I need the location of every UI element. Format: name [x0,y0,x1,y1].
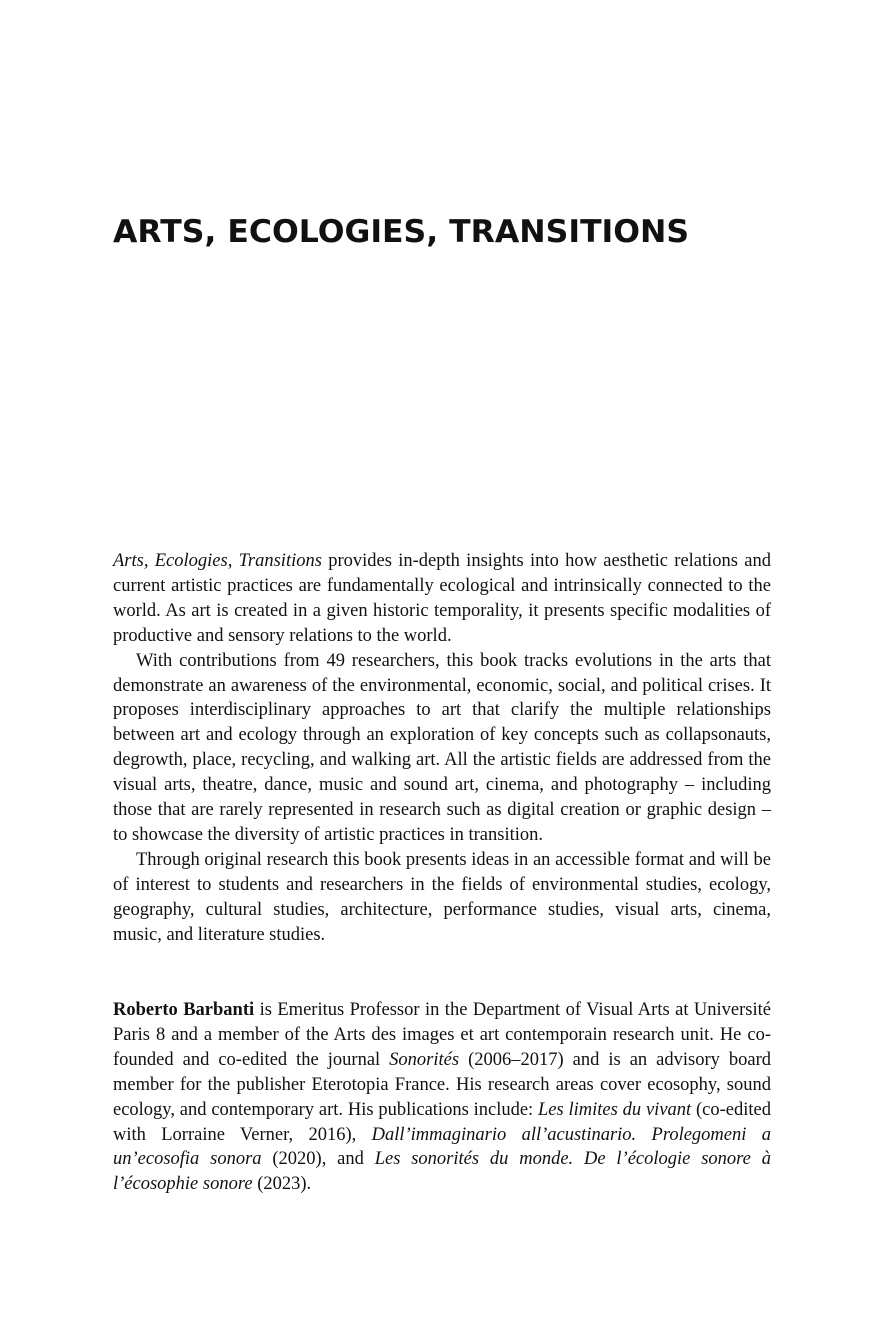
description-paragraph-1 [113,549,771,649]
bio-text-5: (2023). [252,1174,312,1195]
publication-title-2: Dall’immaginario all’acustinario. Prolegomeni a un’ecosofia sonora [113,1124,771,1170]
publication-title-1: Les limites du vivant [538,1099,692,1120]
publication-title-3: Les sonorités du monde. De l’écologie sonore à l’écosophie sonore [113,1149,771,1195]
series-title: ARTS, ECOLOGIES, TRANSITIONS [113,214,690,250]
bio-text-2: (2006–2017) and is an advisory board member for the publisher Eterotopia France. His research areas cover ecosophy, sound ecology, and contemporary art. His publications include: [113,1049,771,1120]
description-paragraph-2: With contributions from 49 researchers, this book tracks evolutions in the arts that demonstrate an awareness of the environmental, economic, social, and political crises. It proposes interdisciplinary approaches to art that clarify the multiple relationships between art and ecology through an exploration of key concepts such as collapsonauts, degrowth, place, recycling, and walking art. All the artistic fields are addressed from the visual arts, theatre, dance, music and sound art, cinema, and photography – including those that are rarely represented in research such as digital creation or graphic design – to showcase the diversity of artistic practices in transition. [113,650,771,845]
bio-text-3: (co-edited with Lorraine Verner, 2016), [113,1099,771,1145]
description-paragraph-3: Through original research this book presents ideas in an accessible format and will be of interest to students and researchers in the fields of environmental studies, ecology, geography, cultural studies, architecture, performance studies, visual arts, cinema, music, and literature studies. [113,849,771,945]
journal-title: Sonorités [389,1049,460,1070]
description-paragraph-1-text: provides in-depth insights into how aesthetic relations and current artistic practices are fundamentally ecological and intrinsically connected to the world. As art is created in a given historic temporality, it presents specific modalities of productive and sensory relations to the world. [113,551,771,646]
book-title-italic: Arts, Ecologies, Transitions [113,551,322,571]
author-bio [113,998,771,1197]
bio-text-1: is Emeritus Professor in the Department of Visual Arts at Université Paris 8 and a member of the Arts des images et art contemporain research unit. He co-founded and co-edited the journal [113,1000,771,1070]
author-bio-paragraph [113,998,771,1197]
author-name: Roberto Barbanti [113,1000,255,1020]
bio-text-4: (2020), and [261,1149,375,1170]
book-description [113,549,771,948]
